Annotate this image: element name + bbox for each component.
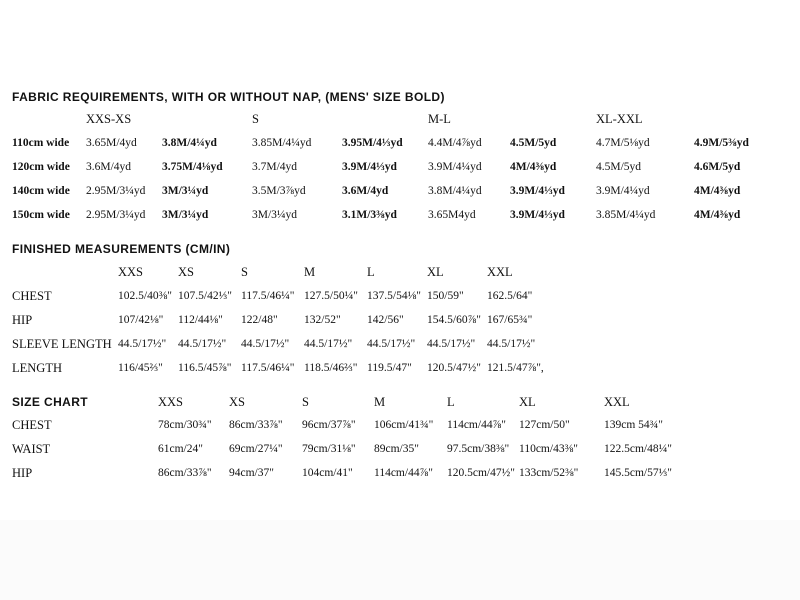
fabric-cell: 3.85M/4¼yd bbox=[596, 209, 656, 221]
finished-size-header: XXS bbox=[118, 265, 144, 279]
finished-cell: 137.5/54⅛" bbox=[367, 290, 421, 302]
fabric-cell-mens: 3M/3¼yd bbox=[162, 185, 209, 197]
sizechart-cell: 96cm/37⅞" bbox=[302, 419, 356, 431]
fabric-cell-mens: 3.6M/4yd bbox=[342, 185, 389, 197]
finished-cell: 150/59" bbox=[427, 290, 464, 302]
sizechart-title: SIZE CHART bbox=[12, 395, 88, 409]
fabric-cell: 3.5M/3⅞yd bbox=[252, 185, 306, 197]
finished-size-header: XL bbox=[427, 265, 444, 279]
fabric-cell-mens: 3.75M/4⅛yd bbox=[162, 161, 223, 173]
finished-cell: 107/42⅛" bbox=[118, 314, 164, 326]
fabric-cell: 4.7M/5⅛yd bbox=[596, 137, 650, 149]
sizechart-cell: 94cm/37" bbox=[229, 467, 274, 479]
finished-cell: 122/48" bbox=[241, 314, 278, 326]
fabric-cell: 3.65M/4yd bbox=[86, 137, 137, 149]
sizechart-cell: 145.5cm/57⅓" bbox=[604, 467, 672, 479]
finished-row-label: SLEEVE LENGTH bbox=[12, 337, 112, 351]
fabric-cell-mens: 3.8M/4¼yd bbox=[162, 137, 217, 149]
sizechart-size-header: L bbox=[447, 395, 455, 409]
sizechart-size-header: XS bbox=[229, 395, 245, 409]
fabric-title: FABRIC REQUIREMENTS, WITH OR WITHOUT NAP, (MENS' SIZE BOLD) bbox=[12, 90, 445, 104]
sizechart-cell: 69cm/27¼" bbox=[229, 443, 283, 455]
finished-cell: 44.5/17½" bbox=[241, 338, 290, 350]
sizechart-cell: 114cm/44⅞" bbox=[447, 419, 506, 431]
fabric-row-label: 150cm wide bbox=[12, 209, 70, 221]
fabric-cell-mens: 3.95M/4⅓yd bbox=[342, 137, 403, 149]
sizechart-row-label: WAIST bbox=[12, 442, 51, 456]
sizechart-cell: 120.5cm/47½" bbox=[447, 467, 515, 479]
finished-cell: 107.5/42⅓" bbox=[178, 290, 232, 302]
fabric-cell: 3.9M/4¼yd bbox=[596, 185, 650, 197]
fabric-cell-mens: 3.1M/3⅜yd bbox=[342, 209, 397, 221]
fabric-cell: 2.95M/3¼yd bbox=[86, 185, 146, 197]
fabric-size-header: S bbox=[252, 112, 259, 126]
fabric-cell-mens: 3.9M/4⅓yd bbox=[510, 185, 565, 197]
sizechart-row-label: CHEST bbox=[12, 418, 52, 432]
finished-cell: 102.5/40⅜" bbox=[118, 290, 172, 302]
fabric-cell-mens: 4M/4⅜yd bbox=[510, 161, 557, 173]
finished-row-label: CHEST bbox=[12, 289, 52, 303]
fabric-row-label: 140cm wide bbox=[12, 185, 70, 197]
sizechart-cell: 97.5cm/38⅜" bbox=[447, 443, 510, 455]
fabric-size-header: M-L bbox=[428, 112, 451, 126]
finished-cell: 118.5/46⅔" bbox=[304, 362, 358, 374]
fabric-cell-mens: 3M/3¼yd bbox=[162, 209, 209, 221]
finished-size-header: L bbox=[367, 265, 375, 279]
sizechart-cell: 110cm/43⅜" bbox=[519, 443, 578, 455]
finished-cell: 116.5/45⅞" bbox=[178, 362, 232, 374]
finished-cell: 112/44⅛" bbox=[178, 314, 223, 326]
finished-cell: 120.5/47½" bbox=[427, 362, 481, 374]
sizechart-cell: 79cm/31⅛" bbox=[302, 443, 356, 455]
finished-cell: 44.5/17½" bbox=[427, 338, 476, 350]
finished-cell: 44.5/17½" bbox=[178, 338, 227, 350]
finished-title: FINISHED MEASUREMENTS (CM/IN) bbox=[12, 242, 231, 256]
finished-cell: 167/65¾" bbox=[487, 314, 533, 326]
finished-cell: 162.5/64" bbox=[487, 290, 533, 302]
finished-cell: 116/45⅔" bbox=[118, 362, 163, 374]
fabric-cell-mens: 4M/4⅜yd bbox=[694, 185, 741, 197]
finished-cell: 44.5/17½" bbox=[304, 338, 353, 350]
fabric-cell: 3.8M/4¼yd bbox=[428, 185, 482, 197]
finished-size-header: M bbox=[304, 265, 316, 279]
finished-cell: 132/52" bbox=[304, 314, 341, 326]
sizechart-cell: 78cm/30¾" bbox=[158, 419, 212, 431]
fabric-cell-mens: 4.6M/5yd bbox=[694, 161, 741, 173]
fabric-cell-mens: 3.9M/4⅓yd bbox=[510, 209, 565, 221]
finished-cell: 121.5/47⅞", bbox=[487, 362, 544, 374]
sizechart-size-header: M bbox=[374, 395, 386, 409]
sizechart-cell: 104cm/41" bbox=[302, 467, 353, 479]
fabric-cell: 3.9M/4¼yd bbox=[428, 161, 482, 173]
sizechart-cell: 122.5cm/48¼" bbox=[604, 443, 672, 455]
sizechart-size-header: XL bbox=[519, 395, 536, 409]
fabric-size-header: XXS-XS bbox=[86, 112, 132, 126]
sizechart-cell: 89cm/35" bbox=[374, 443, 419, 455]
fabric-row-label: 110cm wide bbox=[12, 137, 70, 149]
sizechart-row-label: HIP bbox=[12, 466, 33, 480]
sizechart-cell: 127cm/50" bbox=[519, 419, 570, 431]
fabric-cell: 3.65M4yd bbox=[428, 209, 476, 221]
sizechart-cell: 133cm/52⅜" bbox=[519, 467, 579, 479]
fabric-cell: 3.7M/4yd bbox=[252, 161, 298, 173]
finished-cell: 44.5/17½" bbox=[367, 338, 416, 350]
fabric-cell: 2.95M/3¼yd bbox=[86, 209, 146, 221]
sizechart-cell: 106cm/41¾" bbox=[374, 419, 434, 431]
fabric-cell: 3M/3¼yd bbox=[252, 209, 298, 221]
finished-size-header: XS bbox=[178, 265, 194, 279]
finished-cell: 44.5/17½" bbox=[487, 338, 536, 350]
sizechart-size-header: S bbox=[302, 395, 309, 409]
fabric-cell-mens: 4M/4⅜yd bbox=[694, 209, 741, 221]
finished-size-header: S bbox=[241, 265, 248, 279]
fabric-cell: 3.85M/4¼yd bbox=[252, 137, 312, 149]
finished-cell: 44.5/17½" bbox=[118, 338, 167, 350]
fabric-row-label: 120cm wide bbox=[12, 161, 70, 173]
sizechart-size-header: XXL bbox=[604, 395, 630, 409]
finished-cell: 117.5/46¼" bbox=[241, 290, 295, 302]
sizechart-cell: 61cm/24" bbox=[158, 443, 203, 455]
sizechart-cell: 86cm/33⅞" bbox=[229, 419, 283, 431]
sizechart-cell: 86cm/33⅞" bbox=[158, 467, 212, 479]
page-bottom-band bbox=[0, 520, 800, 600]
fabric-cell: 4.5M/5yd bbox=[596, 161, 642, 173]
fabric-size-header: XL-XXL bbox=[596, 112, 643, 126]
finished-row-label: LENGTH bbox=[12, 361, 62, 375]
finished-cell: 142/56" bbox=[367, 314, 404, 326]
finished-cell: 127.5/50¼" bbox=[304, 290, 358, 302]
finished-cell: 119.5/47" bbox=[367, 362, 412, 374]
fabric-cell-mens: 4.5M/5yd bbox=[510, 137, 557, 149]
sizechart-cell: 114cm/44⅞" bbox=[374, 467, 433, 479]
fabric-cell-mens: 4.9M/5⅜yd bbox=[694, 137, 749, 149]
fabric-cell: 3.6M/4yd bbox=[86, 161, 132, 173]
sizechart-cell: 139cm 54¾" bbox=[604, 419, 663, 431]
finished-size-header: XXL bbox=[487, 265, 513, 279]
sizechart-size-header: XXS bbox=[158, 395, 184, 409]
fabric-cell-mens: 3.9M/4⅓yd bbox=[342, 161, 397, 173]
finished-cell: 117.5/46¼" bbox=[241, 362, 295, 374]
fabric-cell: 4.4M/4⅞yd bbox=[428, 137, 482, 149]
finished-row-label: HIP bbox=[12, 313, 33, 327]
finished-cell: 154.5/60⅞" bbox=[427, 314, 481, 326]
